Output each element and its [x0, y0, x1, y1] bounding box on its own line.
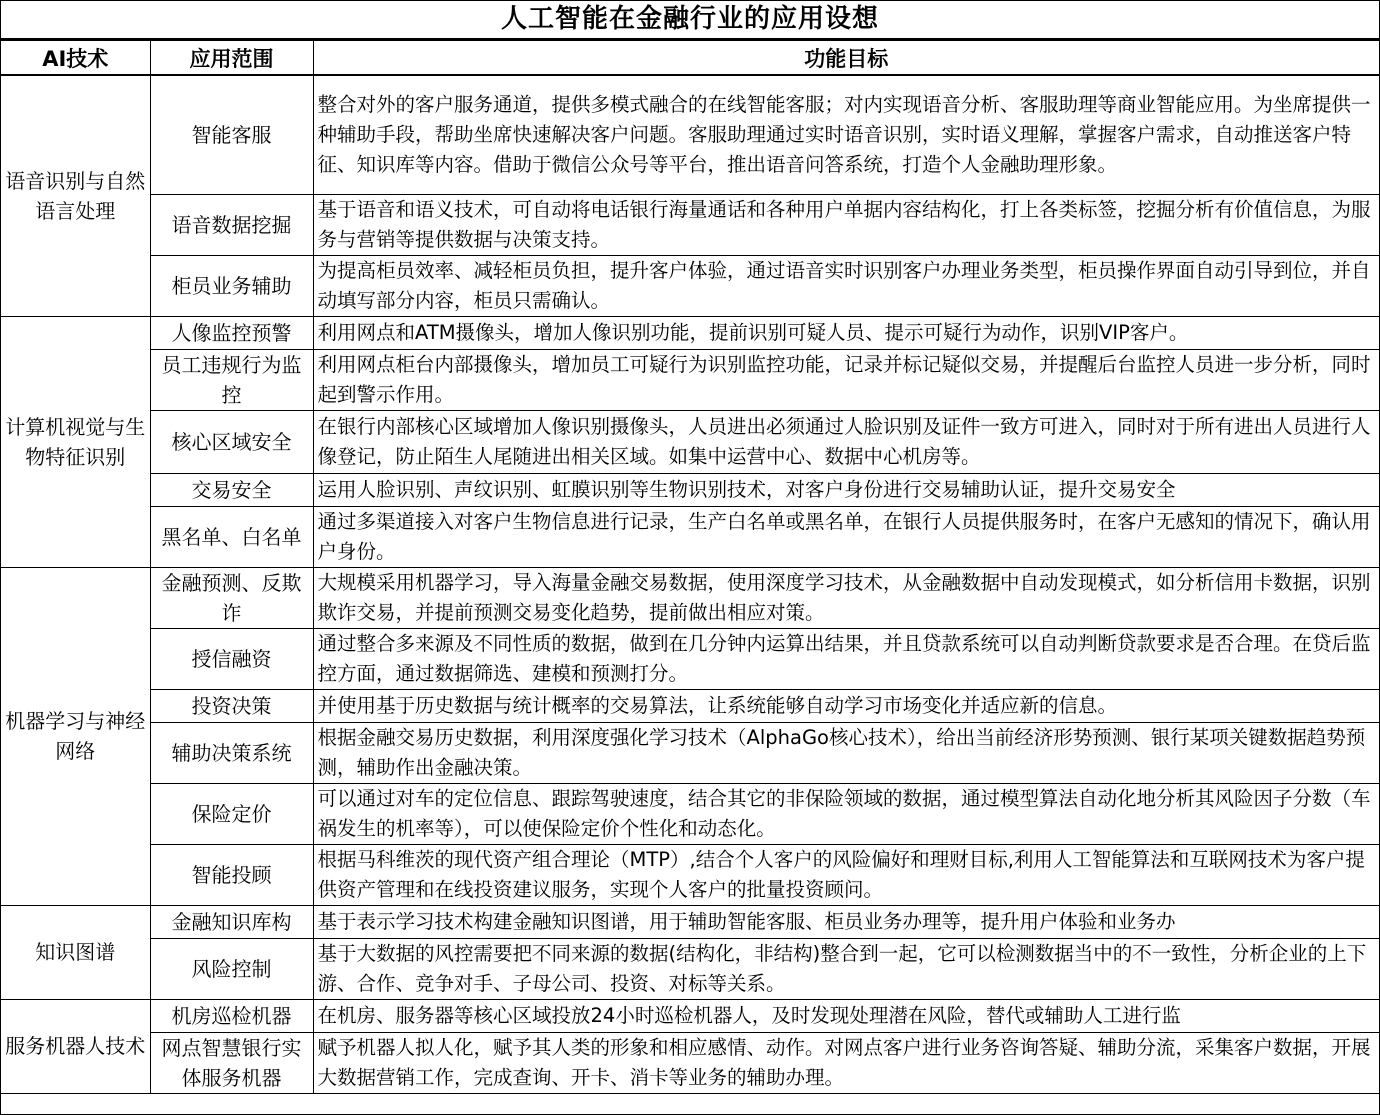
table-row [1, 1032, 1379, 1093]
header-scope: 应用范围 [150, 41, 313, 76]
goal-cell: 根据马科维茨的现代资产组合理论（MTP）,结合个人客户的风险偏好和理财目标,利用人工智能算法和互联网技术为客户提供资产管理和在线投资建议服务，实现个人客户的批量投资顾问。 [313, 844, 1379, 905]
goal-cell: 赋予机器人拟人化，赋予其人类的形象和相应感情、动作。对网点客户进行业务咨询答疑、辅助分流，采集客户数据，开展大数据营销工作，完成查询、开卡、消卡等业务的辅助办理。 [313, 1032, 1379, 1093]
table-row [1, 783, 1379, 844]
table-row [1, 473, 1379, 506]
table-row [1, 349, 1379, 410]
scope-cell: 金融预测、反欺诈 [150, 567, 313, 628]
goal-cell: 大规模采用机器学习，导入海量金融交易数据，使用深度学习技术，从金融数据中自动发现模式，如分析信用卡数据，识别欺诈交易，并提前预测交易变化趋势，提前做出相应对策。 [313, 567, 1379, 628]
ai-tech-cell: 语音识别与自然语言处理 [1, 75, 150, 316]
goal-cell: 在银行内部核心区域增加人像识别摄像头，人员进出必须通过人脸识别及证件一致方可进入，同时对于所有进出人员进行人像登记，防止陌生人尾随进出相关区域。如集中运营中心、数据中心机房等。 [313, 410, 1379, 473]
header-row [1, 41, 1379, 76]
scope-cell: 智能客服 [150, 75, 313, 194]
scope-cell: 金融知识库构 [150, 905, 313, 938]
table-row [1, 255, 1379, 316]
table-row [1, 194, 1379, 255]
table-row [1, 567, 1379, 628]
goal-cell: 整合对外的客户服务通道，提供多模式融合的在线智能客服；对内实现语音分析、客服助理等商业智能应用。为坐席提供一种辅助手段，帮助坐席快速解决客户问题。客服助理通过实时语音识别，实时语义理解，掌握客户需求，自动推送客户特征、知识库等内容。借助于微信公众号等平台，推出语音问答系统，打造个人金融助理形象。 [313, 75, 1379, 194]
goal-cell: 可以通过对车的定位信息、跟踪驾驶速度，结合其它的非保险领域的数据，通过模型算法自动化地分析其风险因子分数（车祸发生的机率等），可以使保险定价个性化和动态化。 [313, 783, 1379, 844]
table-row [1, 722, 1379, 783]
scope-cell: 人像监控预警 [150, 316, 313, 349]
scope-cell: 风险控制 [150, 938, 313, 999]
ai-tech-cell: 知识图谱 [1, 905, 150, 999]
goal-cell: 根据金融交易历史数据，利用深度强化学习技术（AlphaGo核心技术），给出当前经济形势预测、银行某项关键数据趋势预测，辅助作出金融决策。 [313, 722, 1379, 783]
scope-cell: 授信融资 [150, 628, 313, 689]
table-row [1, 506, 1379, 567]
scope-cell: 黑名单、白名单 [150, 506, 313, 567]
scope-cell: 柜员业务辅助 [150, 255, 313, 316]
page-title: 人工智能在金融行业的应用设想 [1, 1, 1379, 40]
goal-cell: 通过多渠道接入对客户生物信息进行记录，生产白名单或黑名单，在银行人员提供服务时，在客户无感知的情况下，确认用户身份。 [313, 506, 1379, 567]
scope-cell: 核心区域安全 [150, 410, 313, 473]
scope-cell: 员工违规行为监控 [150, 349, 313, 410]
goal-cell: 基于大数据的风控需要把不同来源的数据(结构化，非结构)整合到一起，它可以检测数据当中的不一致性，分析企业的上下游、合作、竞争对手、子母公司、投资、对标等关系。 [313, 938, 1379, 999]
scope-cell: 语音数据挖掘 [150, 194, 313, 255]
ai-tech-cell: 计算机视觉与生物特征识别 [1, 316, 150, 567]
header-ai-tech: AI技术 [1, 41, 150, 76]
scope-cell: 网点智慧银行实体服务机器 [150, 1032, 313, 1093]
application-table [1, 40, 1379, 1094]
goal-cell: 基于语音和语义技术，可自动将电话银行海量通话和各种用户单据内容结构化，打上各类标签，挖掘分析有价值信息，为服务与营销等提供数据与决策支持。 [313, 194, 1379, 255]
scope-cell: 投资决策 [150, 689, 313, 722]
goal-cell: 并使用基于历史数据与统计概率的交易算法，让系统能够自动学习市场变化并适应新的信息。 [313, 689, 1379, 722]
scope-cell: 保险定价 [150, 783, 313, 844]
scope-cell: 辅助决策系统 [150, 722, 313, 783]
header-goal: 功能目标 [313, 41, 1379, 76]
scope-cell: 交易安全 [150, 473, 313, 506]
table-row [1, 905, 1379, 938]
goal-cell: 为提高柜员效率、减轻柜员负担，提升客户体验，通过语音实时识别客户办理业务类型，柜员操作界面自动引导到位，并自动填写部分内容，柜员只需确认。 [313, 255, 1379, 316]
ai-tech-cell: 服务机器人技术 [1, 999, 150, 1093]
goal-cell: 在机房、服务器等核心区域投放24小时巡检机器人，及时发现处理潜在风险，替代或辅助人工进行监 [313, 999, 1379, 1032]
table-row [1, 844, 1379, 905]
table-row [1, 316, 1379, 349]
table-row [1, 938, 1379, 999]
goal-cell: 利用网点和ATM摄像头，增加人像识别功能，提前识别可疑人员、提示可疑行为动作，识别VIP客户。 [313, 316, 1379, 349]
table-row [1, 410, 1379, 473]
table-row [1, 999, 1379, 1032]
table-row [1, 75, 1379, 194]
goal-cell: 通过整合多来源及不同性质的数据，做到在几分钟内运算出结果，并且贷款系统可以自动判断贷款要求是否合理。在贷后监控方面，通过数据筛选、建模和预测打分。 [313, 628, 1379, 689]
scope-cell: 机房巡检机器 [150, 999, 313, 1032]
goal-cell: 运用人脸识别、声纹识别、虹膜识别等生物识别技术，对客户身份进行交易辅助认证，提升交易安全 [313, 473, 1379, 506]
ai-tech-cell: 机器学习与神经网络 [1, 567, 150, 905]
table-row [1, 628, 1379, 689]
goal-cell: 利用网点柜台内部摄像头，增加员工可疑行为识别监控功能，记录并标记疑似交易，并提醒后台监控人员进一步分析，同时起到警示作用。 [313, 349, 1379, 410]
goal-cell: 基于表示学习技术构建金融知识图谱，用于辅助智能客服、柜员业务办理等，提升用户体验和业务办 [313, 905, 1379, 938]
table-row [1, 689, 1379, 722]
scope-cell: 智能投顾 [150, 844, 313, 905]
